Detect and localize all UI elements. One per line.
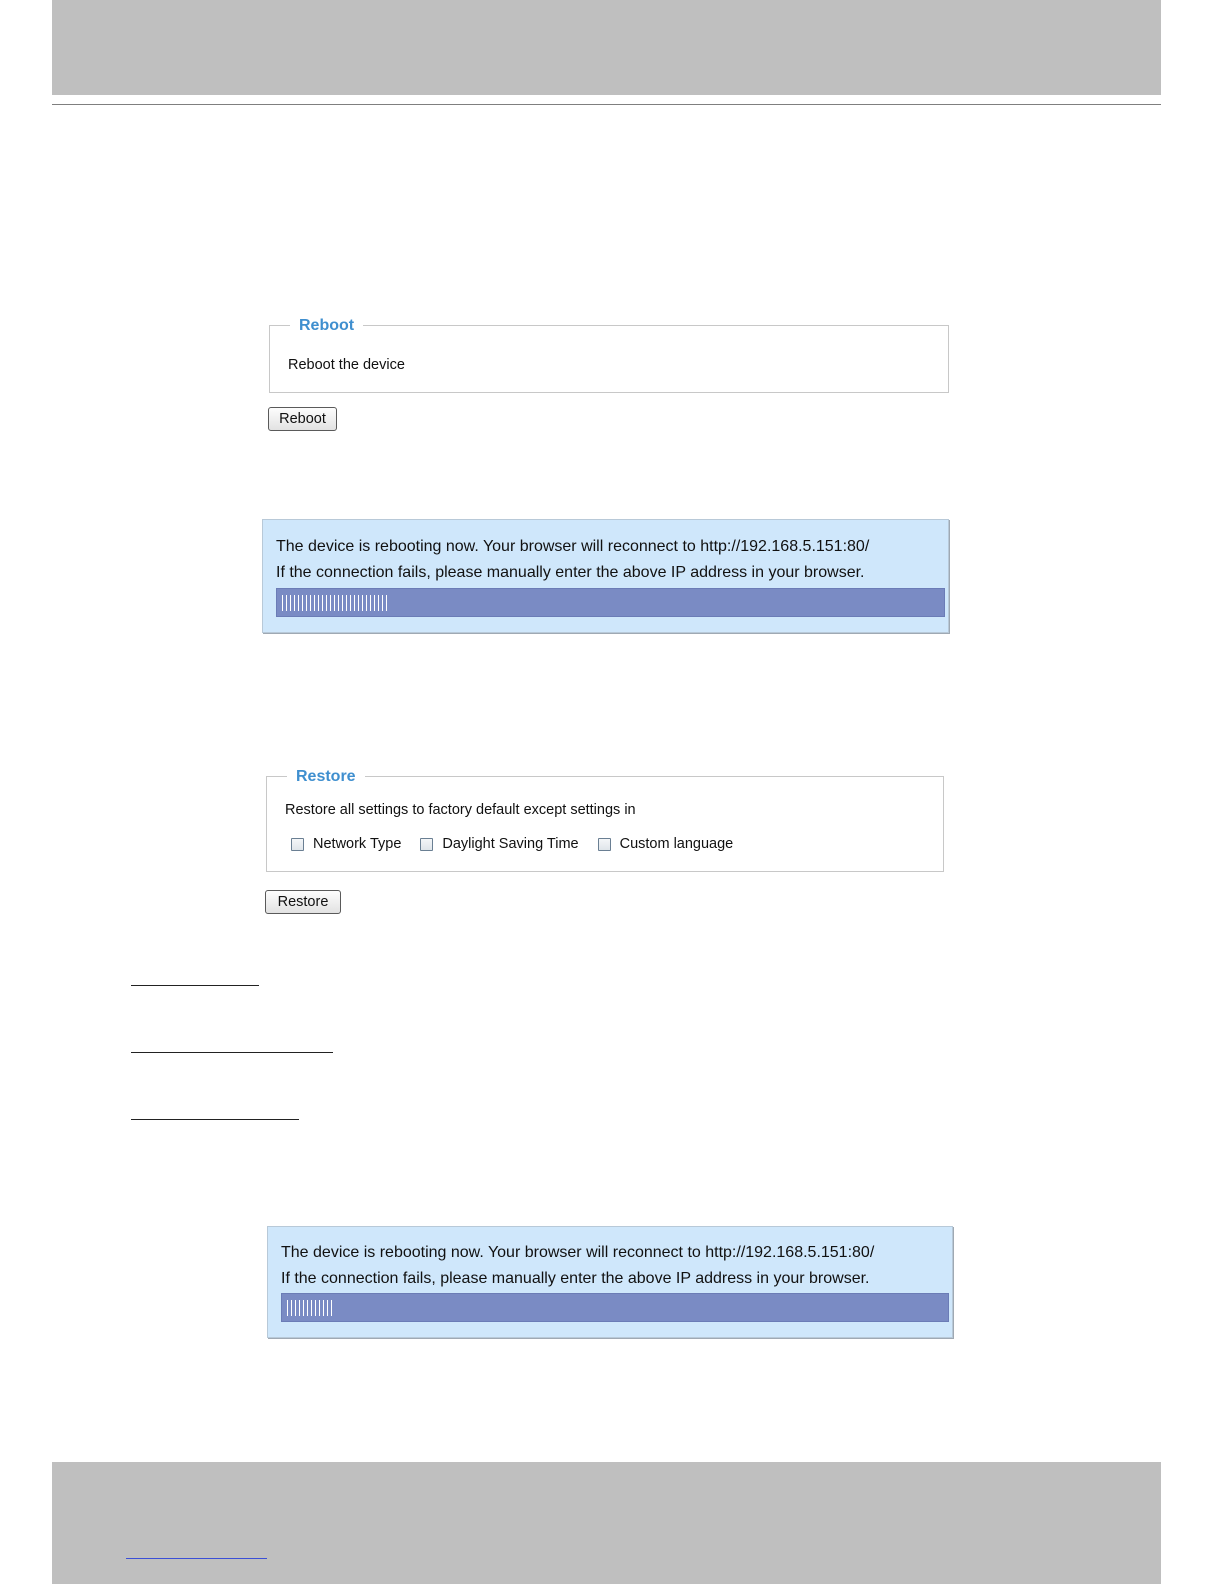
reboot-description: Reboot the device xyxy=(288,357,405,373)
daylight-saving-time-label: Daylight Saving Time xyxy=(442,836,579,852)
option-daylight-saving-time[interactable] xyxy=(420,835,578,853)
custom-language-checkbox[interactable] xyxy=(598,838,611,851)
option-custom-language[interactable] xyxy=(598,835,734,853)
page-header-band xyxy=(52,0,1161,95)
underline-2 xyxy=(131,1052,333,1053)
footer-link-underline[interactable] xyxy=(126,1558,267,1559)
restore-notice-panel xyxy=(267,1226,953,1338)
restore-options xyxy=(291,835,752,853)
network-type-checkbox[interactable] xyxy=(291,838,304,851)
header-divider xyxy=(52,104,1161,105)
restore-notice-line2: If the connection fails, please manually enter the above IP address in your browser. xyxy=(281,1270,870,1287)
restore-button[interactable]: Restore xyxy=(265,890,341,914)
restore-description: Restore all settings to factory default except settings in xyxy=(285,802,636,818)
restore-legend: Restore xyxy=(287,767,365,787)
underline-1 xyxy=(131,985,259,986)
reboot-notice-line1: The device is rebooting now. Your browser will reconnect to http://192.168.5.151:80/ xyxy=(276,538,870,555)
reboot-notice-panel xyxy=(262,519,949,633)
reboot-button[interactable]: Reboot xyxy=(268,407,337,431)
reboot-legend: Reboot xyxy=(290,316,363,336)
network-type-label: Network Type xyxy=(313,836,402,852)
restore-group xyxy=(266,768,944,872)
custom-language-label: Custom language xyxy=(619,836,734,852)
reboot-group xyxy=(269,317,949,393)
option-network-type[interactable] xyxy=(291,835,401,853)
restore-notice-line1: The device is rebooting now. Your browser will reconnect to http://192.168.5.151:80/ xyxy=(281,1244,875,1261)
page-footer-band xyxy=(52,1462,1161,1584)
underline-3 xyxy=(131,1119,299,1120)
reboot-notice-line2: If the connection fails, please manually enter the above IP address in your browser. xyxy=(276,564,865,581)
restore-progress-bar xyxy=(281,1293,949,1322)
reboot-progress-fill xyxy=(282,595,387,611)
daylight-saving-time-checkbox[interactable] xyxy=(420,838,433,851)
reboot-progress-bar xyxy=(276,588,945,617)
restore-progress-fill xyxy=(287,1300,333,1316)
